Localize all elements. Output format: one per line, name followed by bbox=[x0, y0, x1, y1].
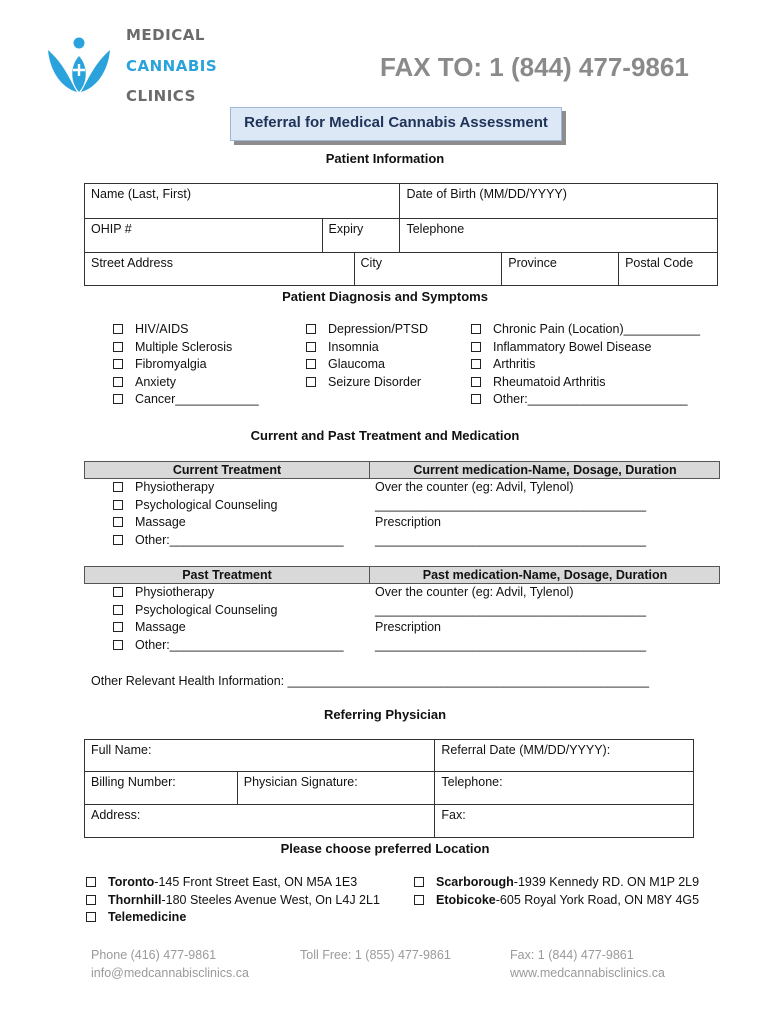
form-title: Referral for Medical Cannabis Assessment bbox=[230, 107, 562, 141]
option-label: Massage bbox=[135, 620, 186, 634]
fax-to-heading: FAX TO: 1 (844) 477-9861 bbox=[380, 52, 689, 82]
location-address: -605 Royal York Road, ON M8Y 4G5 bbox=[495, 892, 700, 907]
expiry-label: Expiry bbox=[328, 222, 364, 236]
checkbox-icon[interactable] bbox=[306, 359, 316, 369]
option-label: Other:_________________________ bbox=[135, 637, 344, 652]
location-heading: Please choose preferred Location bbox=[280, 841, 490, 856]
billing-number-field[interactable] bbox=[85, 772, 238, 805]
checkbox-icon[interactable] bbox=[471, 359, 481, 369]
current-treatment-option[interactable] bbox=[113, 498, 344, 516]
diagnosis-option[interactable] bbox=[471, 357, 700, 375]
current-treatment-option[interactable] bbox=[113, 515, 344, 533]
checkbox-icon[interactable] bbox=[113, 640, 123, 650]
location-option-etobicoke[interactable] bbox=[414, 893, 699, 911]
checkbox-icon[interactable] bbox=[86, 912, 96, 922]
street-address-field[interactable] bbox=[85, 253, 355, 286]
city-field[interactable] bbox=[354, 253, 502, 286]
patient-dob-field[interactable] bbox=[400, 184, 718, 219]
option-label: Depression/PTSD bbox=[328, 322, 429, 336]
checkbox-icon[interactable] bbox=[113, 605, 123, 615]
checkbox-icon[interactable] bbox=[471, 394, 481, 404]
prescription-label: Prescription bbox=[375, 515, 441, 529]
diagnosis-option[interactable] bbox=[113, 375, 259, 393]
location-name: Toronto bbox=[108, 875, 155, 889]
diagnosis-col-1 bbox=[113, 322, 259, 410]
ohip-label: OHIP # bbox=[91, 222, 132, 236]
city-label: City bbox=[360, 256, 383, 270]
option-label: Cancer____________ bbox=[135, 392, 259, 406]
checkbox-icon[interactable] bbox=[306, 324, 316, 334]
location-col-1 bbox=[86, 875, 380, 928]
logo bbox=[44, 26, 218, 110]
location-address: -180 Steeles Avenue West, On L4J 2L1 bbox=[161, 892, 380, 907]
location-name: Etobicoke bbox=[436, 892, 496, 907]
option-label: Insomnia bbox=[328, 339, 379, 354]
patient-dob-label: Date of Birth (MM/DD/YYYY) bbox=[406, 187, 567, 201]
diagnosis-option[interactable] bbox=[113, 340, 259, 358]
checkbox-icon[interactable] bbox=[471, 342, 481, 352]
checkbox-icon[interactable] bbox=[113, 535, 123, 545]
option-label: Chronic Pain (Location)___________ bbox=[493, 322, 701, 336]
past-treatment-title: Past Treatment bbox=[182, 568, 272, 582]
footer-phone: Phone (416) 477-9861 bbox=[91, 948, 217, 962]
patient-info-heading: Patient Information bbox=[325, 151, 445, 166]
option-label: Psychological Counseling bbox=[135, 602, 278, 617]
otc-label: Over the counter (eg: Advil, Tylenol) bbox=[375, 480, 574, 494]
diagnosis-option[interactable] bbox=[306, 375, 428, 393]
patient-info-table bbox=[84, 183, 718, 286]
option-label: Physiotherapy bbox=[135, 585, 215, 599]
checkbox-icon[interactable] bbox=[471, 324, 481, 334]
option-label: Arthritis bbox=[493, 357, 536, 371]
treatment-heading: Current and Past Treatment and Medication bbox=[250, 428, 520, 443]
past-treatment-option[interactable] bbox=[113, 620, 344, 638]
checkbox-icon[interactable] bbox=[414, 877, 424, 887]
checkbox-icon[interactable] bbox=[306, 342, 316, 352]
footer-contact-left bbox=[91, 946, 249, 982]
option-label: Psychological Counseling bbox=[135, 497, 278, 512]
footer-fax: Fax: 1 (844) 477-9861 bbox=[510, 948, 634, 962]
cannabis-leaf-logo-icon bbox=[44, 36, 114, 96]
physician-address-field[interactable] bbox=[85, 805, 435, 838]
diagnosis-option[interactable] bbox=[306, 357, 428, 375]
footer-website[interactable]: www.medcannabisclinics.ca bbox=[510, 966, 665, 980]
patient-telephone-field[interactable] bbox=[400, 219, 718, 253]
patient-name-field[interactable] bbox=[85, 184, 400, 219]
location-name: Telemedicine bbox=[108, 910, 187, 924]
province-label: Province bbox=[508, 256, 557, 270]
diagnosis-col-3 bbox=[471, 322, 700, 410]
billing-number-label: Billing Number: bbox=[91, 775, 176, 789]
option-label: Other:_______________________ bbox=[493, 392, 688, 406]
checkbox-icon[interactable] bbox=[113, 587, 123, 597]
postal-code-label: Postal Code bbox=[625, 256, 694, 270]
prescription-blank-line[interactable]: _______________________________________ bbox=[375, 637, 647, 652]
prescription-label: Prescription bbox=[375, 620, 441, 634]
current-treatment-option[interactable] bbox=[113, 533, 344, 551]
physician-name-field[interactable] bbox=[85, 740, 435, 772]
diagnosis-option[interactable] bbox=[113, 392, 259, 410]
physician-name-label: Full Name: bbox=[91, 743, 152, 757]
current-treatment-header bbox=[84, 461, 720, 479]
checkbox-icon[interactable] bbox=[113, 359, 123, 369]
past-treatment-option[interactable] bbox=[113, 585, 344, 603]
location-address: -145 Front Street East, ON M5A 1E3 bbox=[154, 875, 358, 889]
option-label: Seizure Disorder bbox=[328, 374, 422, 389]
current-medication-title: Current medication-Name, Dosage, Duration bbox=[413, 463, 677, 477]
location-option-scarborough[interactable] bbox=[414, 875, 699, 893]
referral-date-field[interactable] bbox=[435, 740, 694, 772]
footer-email[interactable]: info@medcannabisclinics.ca bbox=[91, 966, 249, 980]
option-label: Other:_________________________ bbox=[135, 532, 344, 547]
province-field[interactable] bbox=[502, 253, 619, 286]
option-label: Fibromyalgia bbox=[135, 357, 207, 371]
current-medication-list bbox=[375, 480, 646, 550]
physician-telephone-label: Telephone: bbox=[441, 775, 503, 789]
checkbox-icon[interactable] bbox=[113, 394, 123, 404]
otc-label: Over the counter (eg: Advil, Tylenol) bbox=[375, 585, 574, 599]
logo-text-cannabis: CANNABIS bbox=[126, 57, 218, 75]
checkbox-icon[interactable] bbox=[113, 324, 123, 334]
patient-name-label: Name (Last, First) bbox=[91, 187, 192, 201]
past-medication-title: Past medication-Name, Dosage, Duration bbox=[422, 568, 668, 582]
location-name: Thornhill bbox=[108, 892, 162, 907]
diagnosis-heading: Patient Diagnosis and Symptoms bbox=[282, 289, 488, 304]
current-treatment-option[interactable] bbox=[113, 480, 344, 498]
past-medication-list bbox=[375, 585, 646, 655]
physician-address-label: Address: bbox=[91, 808, 141, 822]
street-address-label: Street Address bbox=[91, 256, 173, 270]
checkbox-icon[interactable] bbox=[113, 482, 123, 492]
footer-toll-free: Toll Free: 1 (855) 477-9861 bbox=[300, 948, 451, 962]
past-treatment-option[interactable] bbox=[113, 638, 344, 656]
physician-heading: Referring Physician bbox=[323, 707, 447, 722]
diagnosis-option[interactable] bbox=[471, 340, 700, 358]
diagnosis-option[interactable] bbox=[471, 322, 700, 340]
physician-signature-label: Physician Signature: bbox=[243, 775, 358, 789]
ohip-field[interactable] bbox=[85, 219, 323, 253]
physician-table bbox=[84, 739, 694, 838]
physician-fax-label: Fax: bbox=[441, 808, 466, 822]
checkbox-icon[interactable] bbox=[306, 377, 316, 387]
past-treatment-option[interactable] bbox=[113, 603, 344, 621]
location-option-thornhill[interactable] bbox=[86, 893, 380, 911]
option-label: Inflammatory Bowel Disease bbox=[493, 339, 652, 354]
otc-blank-line[interactable]: _______________________________________ bbox=[375, 602, 647, 617]
location-option-toronto[interactable] bbox=[86, 875, 380, 893]
location-name: Scarborough bbox=[436, 875, 514, 889]
prescription-blank-line[interactable]: _______________________________________ bbox=[375, 532, 647, 547]
physician-telephone-field[interactable] bbox=[435, 772, 694, 805]
patient-telephone-label: Telephone bbox=[406, 222, 465, 236]
location-address: -1939 Kennedy RD. ON M1P 2L9 bbox=[513, 875, 700, 889]
checkbox-icon[interactable] bbox=[86, 895, 96, 905]
option-label: Physiotherapy bbox=[135, 480, 215, 494]
diagnosis-option[interactable] bbox=[113, 322, 259, 340]
option-label: Glaucoma bbox=[328, 357, 385, 371]
checkbox-icon[interactable] bbox=[113, 500, 123, 510]
option-label: Rheumatoid Arthritis bbox=[493, 374, 606, 389]
checkbox-icon[interactable] bbox=[471, 377, 481, 387]
option-label: Anxiety bbox=[135, 374, 176, 389]
referral-date-label: Referral Date (MM/DD/YYYY): bbox=[441, 743, 611, 757]
current-treatment-list bbox=[113, 480, 344, 550]
checkbox-icon[interactable] bbox=[414, 895, 424, 905]
diagnosis-option[interactable] bbox=[306, 322, 428, 340]
physician-signature-field[interactable] bbox=[237, 772, 435, 805]
diagnosis-option[interactable] bbox=[471, 392, 700, 410]
expiry-field[interactable] bbox=[322, 219, 400, 253]
diagnosis-col-2 bbox=[306, 322, 428, 392]
checkbox-icon[interactable] bbox=[113, 377, 123, 387]
location-option-telemedicine[interactable] bbox=[86, 910, 380, 928]
diagnosis-option[interactable] bbox=[471, 375, 700, 393]
option-label: HIV/AIDS bbox=[135, 322, 189, 336]
logo-text-medical: MEDICAL bbox=[126, 26, 205, 44]
option-label: Massage bbox=[135, 515, 186, 529]
other-health-info-field[interactable]: Other Relevant Health Information: ____________________________________________________ bbox=[91, 674, 650, 688]
footer-contact-right bbox=[510, 946, 665, 982]
current-treatment-title: Current Treatment bbox=[172, 463, 282, 477]
physician-fax-field[interactable] bbox=[435, 805, 694, 838]
diagnosis-option[interactable] bbox=[306, 340, 428, 358]
otc-blank-line[interactable]: _______________________________________ bbox=[375, 497, 647, 512]
option-label: Multiple Sclerosis bbox=[135, 339, 233, 354]
location-col-2 bbox=[414, 875, 699, 910]
postal-code-field[interactable] bbox=[619, 253, 718, 286]
checkbox-icon[interactable] bbox=[113, 622, 123, 632]
checkbox-icon[interactable] bbox=[113, 517, 123, 527]
past-treatment-list bbox=[113, 585, 344, 655]
diagnosis-option[interactable] bbox=[113, 357, 259, 375]
past-treatment-header bbox=[84, 566, 720, 584]
checkbox-icon[interactable] bbox=[86, 877, 96, 887]
checkbox-icon[interactable] bbox=[113, 342, 123, 352]
logo-text-clinics: CLINICS bbox=[126, 87, 196, 105]
